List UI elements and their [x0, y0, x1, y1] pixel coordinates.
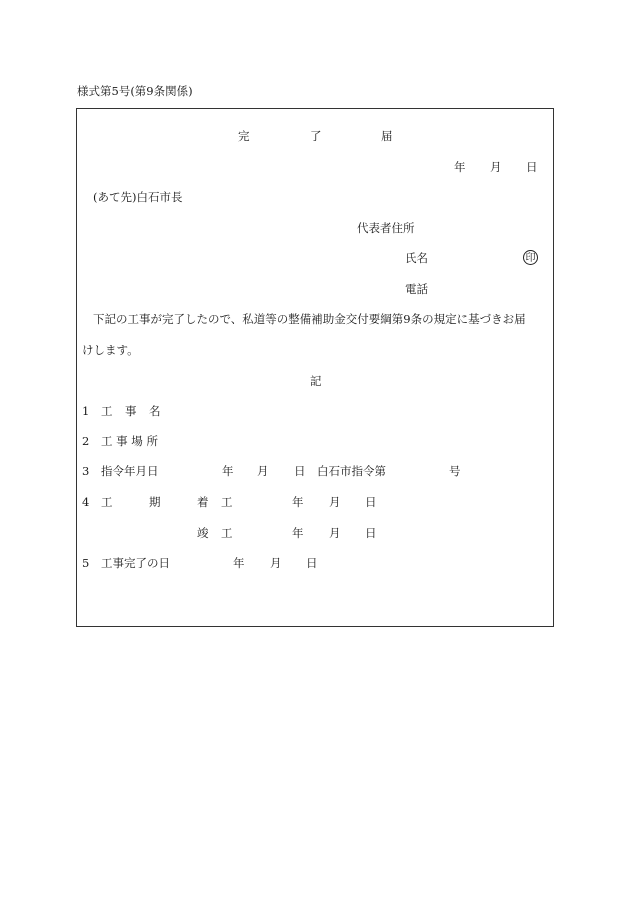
- item-3-day: 日: [294, 464, 306, 478]
- item-4-char-2: 期: [149, 495, 161, 509]
- item-4-char-1: 工: [101, 495, 113, 509]
- completion-label-char-1: 竣: [197, 526, 209, 540]
- start-day: 日: [365, 495, 377, 509]
- start-work-label-char-1: 着: [197, 495, 209, 509]
- start-year: 年: [292, 495, 304, 509]
- title-char-3: 届: [381, 129, 393, 143]
- body-text-line-2: けします。: [82, 343, 139, 357]
- end-month: 月: [329, 526, 341, 540]
- item-3-directive-label: 白石市指令第: [317, 464, 386, 478]
- item-3-label: 指令年月日: [101, 464, 159, 478]
- title-char-2: 了: [310, 129, 322, 143]
- title-char-1: 完: [238, 129, 250, 143]
- item-5-month: 月: [270, 556, 282, 570]
- start-month: 月: [329, 495, 341, 509]
- item-3-number: 3: [82, 464, 90, 478]
- item-2-number: 2: [82, 434, 90, 448]
- date-year-label: 年: [454, 160, 466, 174]
- item-3-go: 号: [449, 464, 461, 478]
- representative-address-label: 代表者住所: [357, 221, 415, 235]
- item-5-number: 5: [82, 556, 90, 570]
- start-work-label-char-2: 工: [221, 495, 233, 509]
- ki-heading: 記: [310, 374, 322, 388]
- item-1-number: 1: [82, 404, 90, 418]
- completion-label-char-2: 工: [221, 526, 233, 540]
- item-3-month: 月: [257, 464, 269, 478]
- item-1-char-1: 工: [101, 404, 113, 418]
- seal-mark: 印: [523, 250, 538, 265]
- phone-label: 電話: [405, 282, 428, 296]
- body-text-line-1: 下記の工事が完了したので、私道等の整備補助金交付要綱第9条の規定に基づきお届: [93, 312, 526, 326]
- date-month-label: 月: [490, 160, 502, 174]
- item-5-day: 日: [306, 556, 318, 570]
- item-3-year: 年: [222, 464, 234, 478]
- item-5-year: 年: [233, 556, 245, 570]
- item-5-label: 工事完了の日: [101, 556, 170, 570]
- end-year: 年: [292, 526, 304, 540]
- item-1-char-2: 事: [125, 404, 137, 418]
- addressee: (あて先)白石市長: [93, 190, 183, 204]
- end-day: 日: [365, 526, 377, 540]
- item-4-number: 4: [82, 495, 90, 509]
- item-1-char-3: 名: [149, 404, 161, 418]
- name-label: 氏名: [405, 251, 428, 265]
- form-number: 様式第5号(第9条関係): [77, 84, 193, 98]
- form-frame: [76, 108, 554, 627]
- item-2-label: 工 事 場 所: [101, 434, 158, 448]
- date-day-label: 日: [526, 160, 538, 174]
